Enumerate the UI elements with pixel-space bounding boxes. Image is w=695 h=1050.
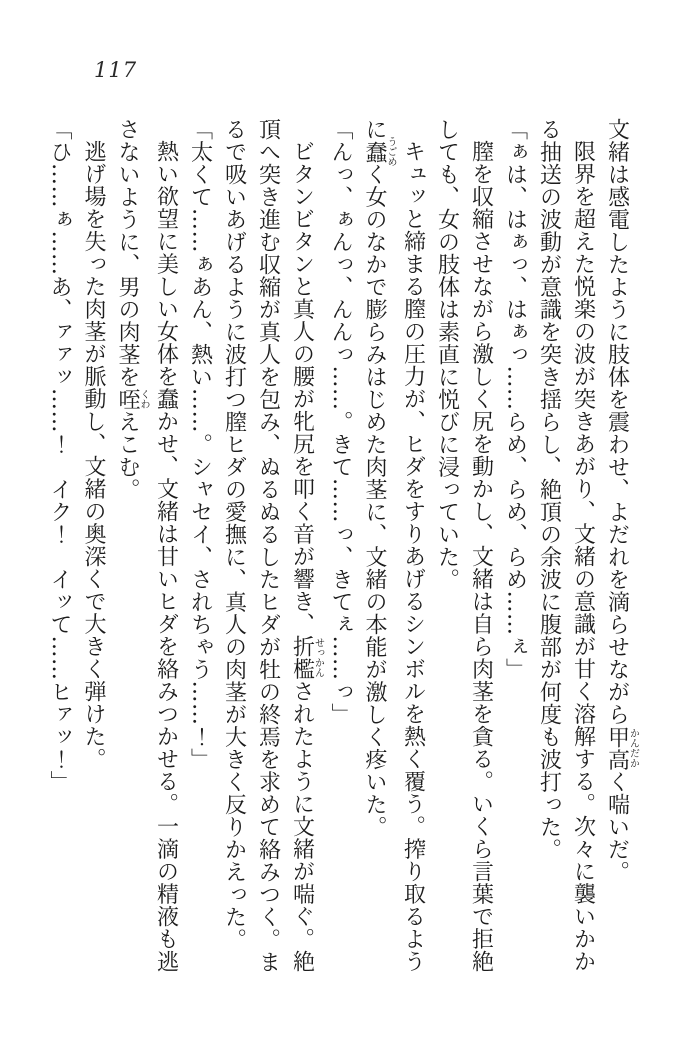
text-line: 文緒は感電したように肢体を震わせ、よだれを滴らせながら甲高かんだかく喘いだ。	[604, 118, 639, 883]
ruby-annotated-text: 蠢うごめ	[362, 136, 396, 167]
text-line: 「ぁは、はぁっ、はぁっ……らめ、らめ、らめ……ぇ」	[502, 118, 528, 681]
text-line: 限界を超えた悦楽の波が突きあがり、文緒の意識が甘く溶解する。次々に襲いかか	[570, 140, 596, 973]
text-line: るで吸いあげるように波打つ膣ヒダの愛撫に、真人の肉茎が大きく反りかえった。	[221, 118, 247, 951]
text-line: 「ひ……ぁ……あ、ァァッ……！ イク！ イッて……ヒァッ！」	[47, 118, 72, 793]
furigana: かんだか	[627, 725, 639, 771]
text-line: さないように、男の肉茎を咥くわえこむ。	[115, 118, 149, 501]
text-line: キュッと締まる膣の圧力が、ヒダをすりあげるシンボルを熱く覆う。搾り取るよう	[400, 140, 426, 973]
page-number: 117	[94, 58, 138, 82]
ruby-annotated-text: 折檻せっかん	[289, 635, 324, 680]
furigana: うごめ	[385, 136, 396, 167]
text-line: 熱い欲望に美しい女体を蠢かせ、文緒は甘いヒダを絡みつかせる。一滴の精液も逃	[153, 140, 179, 973]
ruby-annotated-text: 甲高かんだか	[604, 725, 639, 771]
furigana: くわ	[138, 388, 149, 411]
body-text	[42, 118, 638, 976]
text-line: ビタンビタンと真人の腰が牝尻を叩く音が響き、折檻せっかんされたように文緒が喘ぐ。絶	[289, 140, 324, 973]
text-line: しても、女の肢体は素直に悦びに浸っていた。	[434, 118, 460, 591]
text-line: 「んっ、ぁんっ、んんっ……。きて……っ、きてぇ……っ」	[328, 118, 353, 726]
text-line: に蠢うごめく女のなかで膨らみはじめた肉茎に、文緒の本能が激しく疼いた。	[362, 118, 396, 838]
text-line: 頂へ突き進む収縮が真人を包み、ぬるぬるしたヒダが牡の終焉を求めて絡みつく。ま	[255, 118, 281, 973]
text-line: る抽送の波動が意識を突き揺らし、絶頂の余波に腹部が何度も波打った。	[536, 118, 562, 861]
text-line: 「太くて……ぁあん、熱い……。シャセイ、されちゃう……！」	[187, 118, 213, 771]
text-line: 逃げ場を失った肉茎が脈動し、文緒の奥深くで大きく弾けた。	[81, 140, 106, 770]
text-line: 膣を収縮させながら激しく尻を動かし、文緒は自ら肉茎を貪る。いくら言葉で拒絶	[468, 140, 494, 973]
furigana: せっかん	[312, 635, 324, 680]
ruby-annotated-text: 咥くわ	[115, 388, 149, 411]
